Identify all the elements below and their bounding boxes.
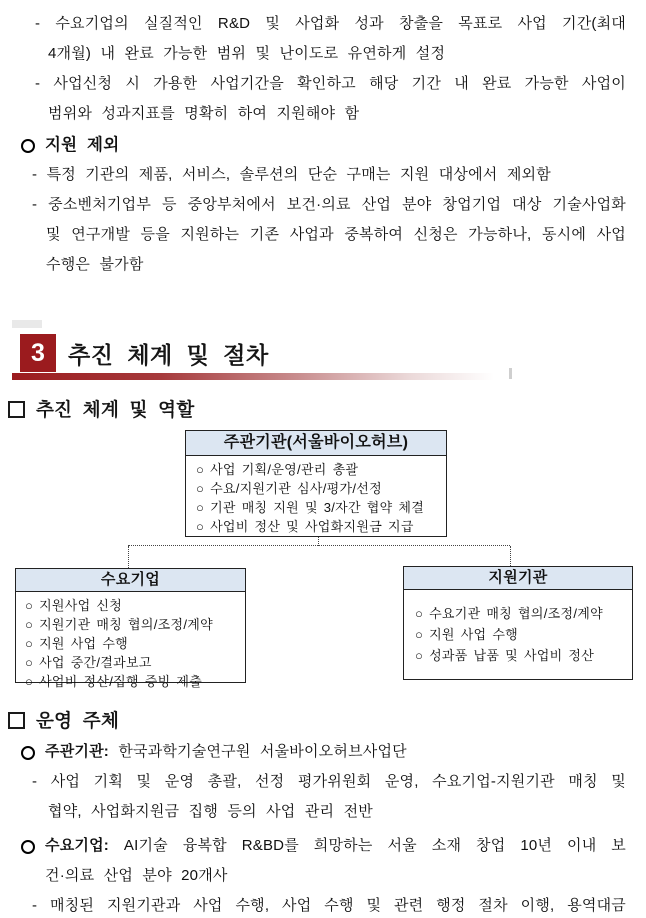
exclusion-heading: [20, 130, 626, 160]
intro-section: [20, 9, 626, 129]
org-box-demand-items: [16, 592, 245, 691]
section-number-badge: 3: [20, 334, 56, 372]
org-box-item: ○ 수요/지원기관 심사/평가/선정: [196, 481, 383, 496]
org-box-demand: [15, 568, 246, 689]
text-line: - 사업 기획 및 운영 총괄, 선정 평가위원회 운영, 수요기업-지원기관 매칭 및: [32, 773, 626, 790]
operator-label: 주관기관:: [45, 743, 109, 760]
org-box-demand-header: 수요기업: [16, 569, 245, 592]
org-box-support: [403, 566, 633, 680]
operator-text: 한국과학기술연구원 서울바이오허브사업단: [118, 743, 407, 760]
square-bullet-icon: [8, 712, 25, 729]
org-box-item: ○ 지원사업 신청: [25, 598, 123, 613]
scan-artifact: [12, 320, 42, 328]
operator-line: [20, 737, 626, 767]
operators-section: [20, 737, 626, 918]
ring-bullet-icon: [21, 139, 35, 153]
org-box-item: ○ 성과품 납품 및 사업비 정산: [415, 647, 595, 663]
org-box-item: ○ 기관 매칭 지원 및 3/자간 협약 체결: [196, 500, 425, 515]
text-line: - 매칭된 지원기관과 사업 수행, 사업 수행 및 관련 행정 절차 이행, 용역대금: [32, 897, 626, 914]
org-box-support-items: [404, 590, 632, 668]
exclusion-section: [20, 130, 626, 280]
text-line: 협약, 사업화지원금 집행 등의 사업 관리 전반: [48, 803, 373, 820]
text-line: - 수요기업의 실질적인 R&D 및 사업화 성과 창출을 목표로 사업 기간(최대: [35, 15, 626, 32]
subheading-label: 운영 주체: [36, 710, 120, 731]
org-box-item: ○ 수요기관 매칭 협의/조정/계약: [415, 605, 604, 621]
connector-line: [128, 545, 510, 546]
operator-label: 수요기업:: [45, 837, 109, 854]
section-underline-tick: [509, 368, 512, 379]
org-box-item: ○ 사업비 정산/집행 증빙 제출: [25, 674, 203, 689]
org-box-item: ○ 사업비 정산 및 사업화지원금 지급: [196, 519, 414, 534]
text-line: 범위와 성과지표를 명확히 하여 지원해야 함: [48, 105, 360, 122]
text-line: 및 연구개발 등을 지원하는 기존 사업과 중복하여 신청은 가능하나, 동시에 사업: [46, 226, 626, 243]
subheading-structure: [8, 396, 195, 422]
square-bullet-icon: [8, 401, 25, 418]
text-line: 4개월) 내 완료 가능한 범위 및 난이도로 유연하게 설정: [48, 45, 446, 62]
text-line: - 특정 기관의 제품, 서비스, 솔루션의 단순 구매는 지원 대상에서 제외함: [32, 166, 551, 183]
ring-bullet-icon: [21, 746, 35, 760]
connector-line: [128, 546, 129, 568]
org-box-item: ○ 사업 중간/결과보고: [25, 655, 152, 670]
operator-line: [20, 831, 626, 861]
text-line: 수행은 불가함: [46, 256, 144, 273]
org-box-main-header: 주관기관(서울바이오허브): [186, 431, 446, 456]
ring-bullet-icon: [21, 840, 35, 854]
section-underline: [12, 373, 509, 380]
text-line: 건·의료 산업 분야 20개사: [45, 867, 228, 884]
org-box-main-items: [186, 456, 446, 536]
text-line: - 사업신청 시 가용한 사업기간을 확인하고 해당 기간 내 완료 가능한 사업이: [35, 75, 626, 92]
org-box-item: ○ 지원기관 매칭 협의/조정/계약: [25, 617, 214, 632]
subheading-operators: [8, 707, 119, 733]
connector-line: [510, 546, 511, 566]
org-box-support-header: 지원기관: [404, 567, 632, 590]
section-title: 추진 체계 및 절차: [68, 342, 269, 368]
org-box-main: [185, 430, 447, 537]
org-box-item: ○ 지원 사업 수행: [415, 626, 519, 642]
operator-text: AI기술 융복합 R&BD를 희망하는 서울 소재 창업 10년 이내 보: [123, 837, 626, 854]
text-line: - 중소벤처기업부 등 중앙부처에서 보건·의료 산업 분야 창업기업 대상 기술사업화: [32, 196, 626, 213]
org-box-item: ○ 지원 사업 수행: [25, 636, 129, 651]
org-box-item: ○ 사업 기획/운영/관리 총괄: [196, 462, 359, 477]
exclusion-heading-label: 지원 제외: [45, 136, 120, 154]
subheading-label: 추진 체계 및 역할: [36, 399, 195, 420]
